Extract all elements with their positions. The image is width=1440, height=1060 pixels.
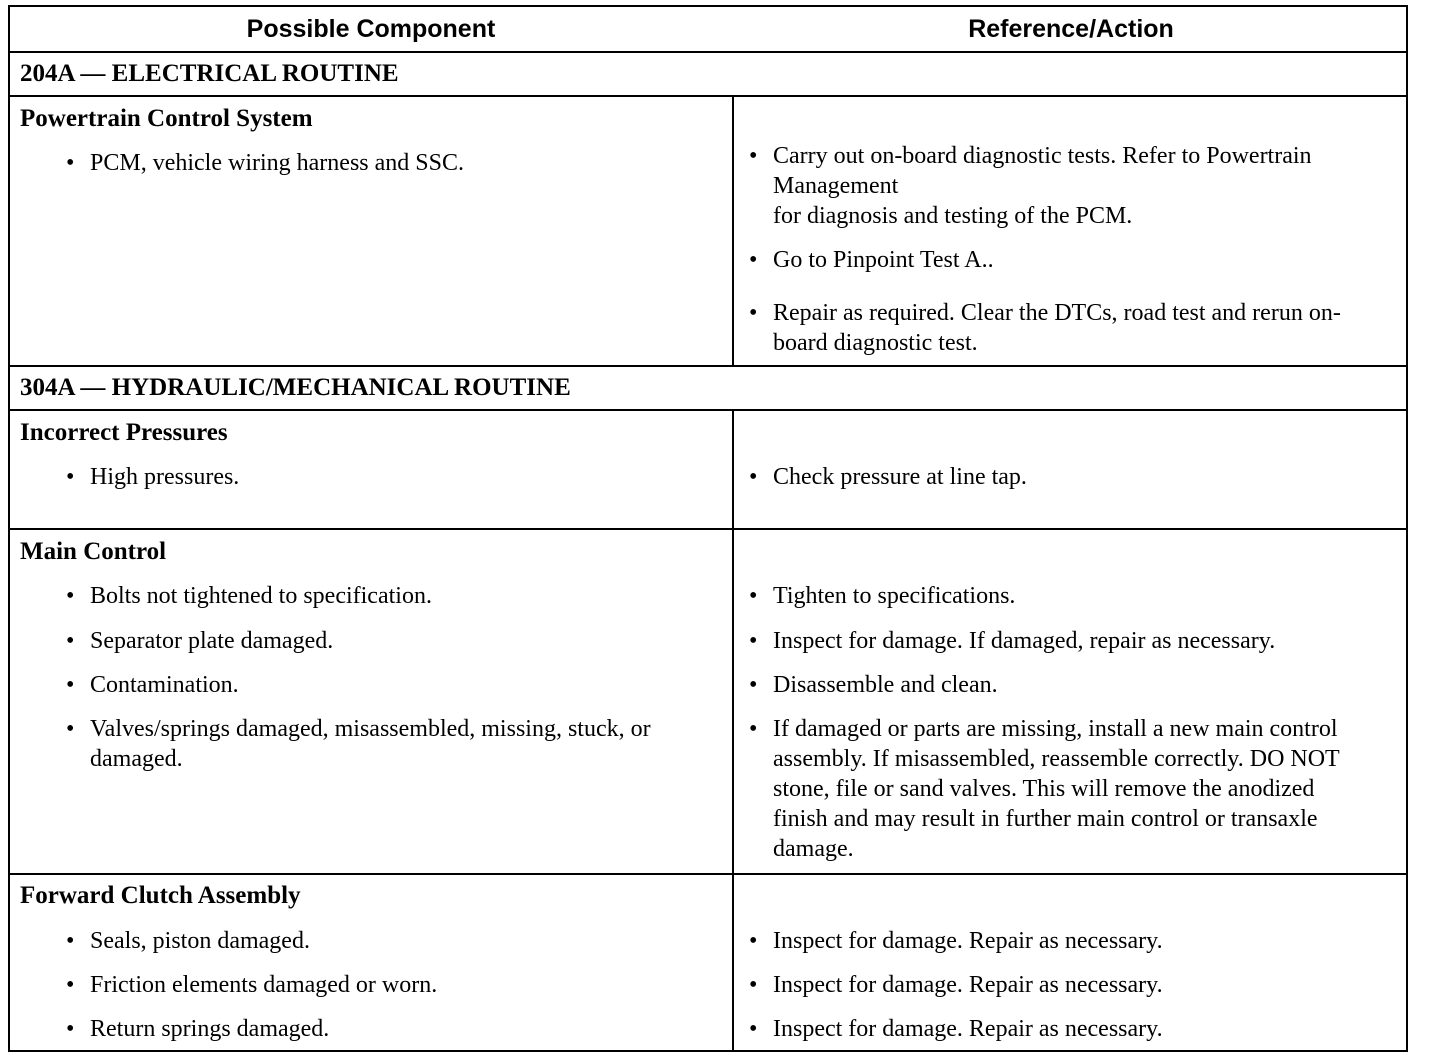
action-item: • Inspect for damage. Repair as necessary.	[773, 970, 1393, 1000]
row-divider	[10, 95, 1406, 97]
action-item: • Disassemble and clean.	[773, 670, 1393, 700]
component-item: • Valves/springs damaged, misassembled, missing, stuck, or damaged.	[90, 714, 660, 774]
action-item: • Inspect for damage. Repair as necessary.	[773, 1014, 1393, 1044]
group-title: Main Control	[20, 538, 167, 565]
row-divider	[10, 528, 1406, 530]
action-item: • Carry out on-board diagnostic tests. Refer to Powertrain Management for diagnosis and testing of the PCM.	[773, 141, 1313, 231]
component-item: • Separator plate damaged.	[90, 626, 710, 656]
component-item: • High pressures.	[90, 462, 710, 492]
action-item: • Check pressure at line tap.	[773, 462, 1393, 492]
group-title: Forward Clutch Assembly	[20, 882, 301, 909]
section-title: 204A — ELECTRICAL ROUTINE	[20, 60, 399, 87]
action-item: • Repair as required. Clear the DTCs, road test and rerun on-board diagnostic test.	[773, 298, 1363, 358]
component-item: • PCM, vehicle wiring harness and SSC.	[90, 148, 710, 178]
action-item: • Inspect for damage. Repair as necessary.	[773, 926, 1393, 956]
action-item: • Inspect for damage. If damaged, repair as necessary.	[773, 626, 1393, 656]
component-item: • Return springs damaged.	[90, 1014, 710, 1044]
diagnostic-table	[8, 5, 1408, 1052]
column-header-action: Reference/Action	[968, 15, 1174, 43]
column-header-component: Possible Component	[246, 15, 496, 43]
component-item: • Friction elements damaged or worn.	[90, 970, 710, 1000]
action-item: • If damaged or parts are missing, install a new main control assembly. If misassembled, reassemble correctly. DO NOT stone, file or sand valves. This will remove the anodized finish and may result in further main control or transaxle damage.	[773, 714, 1373, 864]
group-title: Incorrect Pressures	[20, 419, 228, 446]
action-item: • Tighten to specifications.	[773, 581, 1393, 611]
row-divider	[10, 365, 1406, 367]
component-item: • Seals, piston damaged.	[90, 926, 710, 956]
group-title: Powertrain Control System	[20, 105, 313, 132]
component-item: • Bolts not tightened to specification.	[90, 581, 710, 611]
action-item: • Go to Pinpoint Test A..	[773, 245, 1393, 275]
section-title: 304A — HYDRAULIC/MECHANICAL ROUTINE	[20, 374, 571, 401]
column-divider	[732, 411, 734, 1052]
row-divider	[10, 873, 1406, 875]
column-divider	[732, 97, 734, 365]
row-divider	[10, 409, 1406, 411]
column-divider	[732, 51, 734, 53]
component-item: • Contamination.	[90, 670, 710, 700]
table-header	[10, 7, 1406, 53]
